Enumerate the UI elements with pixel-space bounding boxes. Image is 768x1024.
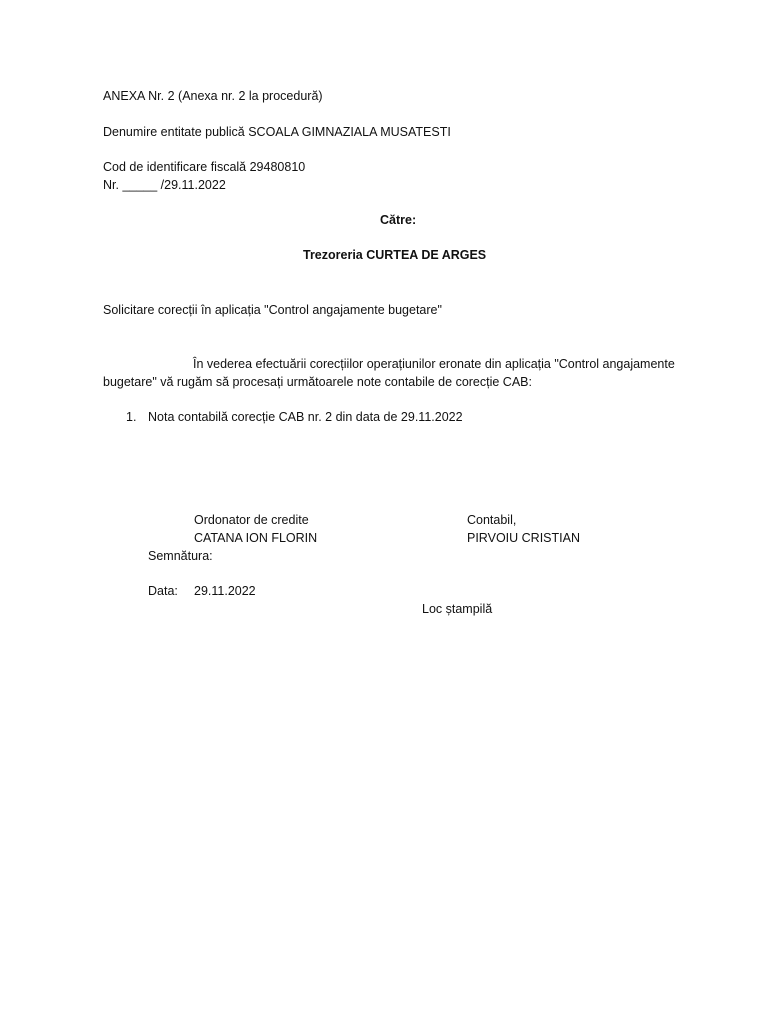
ordonator-name: CATANA ION FLORIN bbox=[194, 531, 318, 545]
recipient-label: Către: bbox=[380, 213, 417, 227]
body-paragraph: În vederea efectuării corecțiilor operațiunilor eronate din aplicația "Control angajamente bugetare" vă rugăm să procesați următoarele note contabile de corecție CAB: bbox=[103, 357, 675, 389]
contabil-title: Contabil, bbox=[467, 513, 517, 527]
entity-name-line: Denumire entitate publică SCOALA GIMNAZIALA MUSATESTI bbox=[103, 125, 451, 139]
fiscal-code-line: Cod de identificare fiscală 29480810 bbox=[103, 160, 306, 174]
ordonator-title: Ordonator de credite bbox=[194, 513, 309, 527]
treasury-name: Trezoreria CURTEA DE ARGES bbox=[303, 248, 487, 262]
signature-label: Semnătura: bbox=[148, 549, 213, 563]
stamp-placeholder: Loc ștampilă bbox=[422, 602, 493, 616]
contabil-name: PIRVOIU CRISTIAN bbox=[467, 531, 580, 545]
date-value: 29.11.2022 bbox=[194, 584, 256, 598]
list-item-number: 1. bbox=[126, 410, 137, 424]
list-item: Nota contabilă corecție CAB nr. 2 din data de 29.11.2022 bbox=[148, 410, 463, 424]
number-date-line: Nr. _____ /29.11.2022 bbox=[103, 178, 226, 192]
request-subject: Solicitare corecții în aplicația "Control angajamente bugetare" bbox=[103, 303, 442, 317]
date-label: Data: bbox=[148, 584, 178, 598]
annex-heading: ANEXA Nr. 2 (Anexa nr. 2 la procedură) bbox=[103, 89, 323, 103]
